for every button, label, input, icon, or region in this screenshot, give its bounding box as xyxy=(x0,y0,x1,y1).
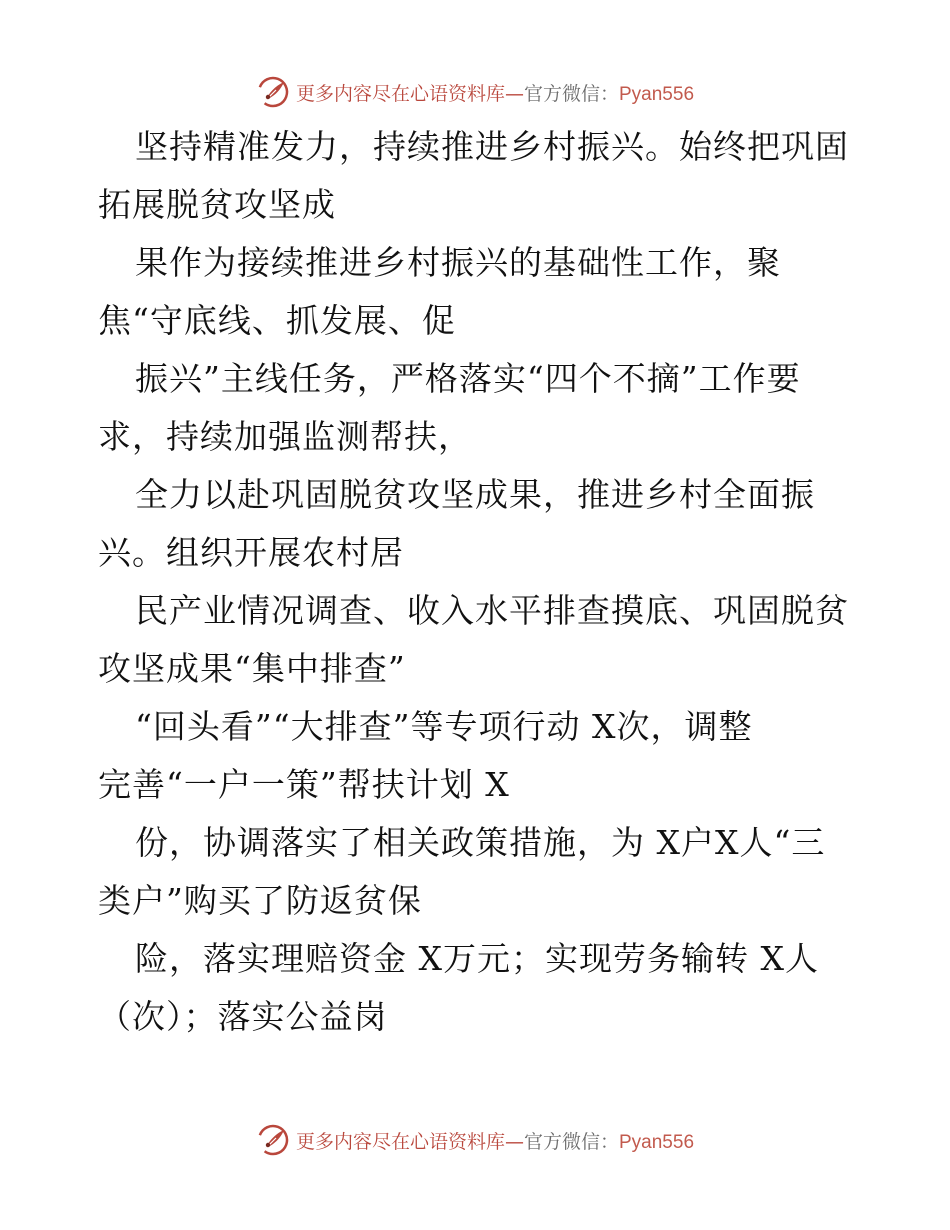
feather-pen-logo-icon xyxy=(256,1123,290,1157)
header-banner-dash: — xyxy=(504,82,524,105)
paragraph-line: “回头看”“大排查”等专项行动 X次，调整 xyxy=(135,707,753,746)
footer-banner-main: 更多内容尽在心语资料库 xyxy=(295,1130,505,1153)
document-body xyxy=(98,118,858,1046)
paragraph-line: 类户”购买了防返贫保 xyxy=(98,881,422,920)
paragraph-line: 坚持精准发力，持续推进乡村振兴。始终把巩固 xyxy=(135,127,849,166)
header-banner-main: 更多内容尽在心语资料库 xyxy=(295,82,505,105)
paragraph-line: 拓展脱贫攻坚成 xyxy=(98,185,336,224)
paragraph-line: 险，落实理赔资金 X万元；实现劳务输转 X人 xyxy=(135,939,819,978)
header-banner-text xyxy=(296,79,694,106)
footer-banner-wechat-id: Pyan556 xyxy=(619,1131,695,1153)
footer-banner-wechat-label: 官方微信： xyxy=(523,1130,619,1153)
footer-banner-content xyxy=(256,1123,694,1157)
paragraph-line: 求，持续加强监测帮扶， xyxy=(98,417,472,456)
header-banner xyxy=(0,72,950,112)
footer-banner xyxy=(0,1120,950,1160)
paragraph-line: （次）；落实公益岗 xyxy=(98,997,388,1036)
header-banner-content xyxy=(256,75,694,109)
footer-banner-dash: — xyxy=(504,1130,524,1153)
header-banner-wechat-label: 官方微信： xyxy=(523,82,619,105)
paragraph-line: 完善“一户一策”帮扶计划 X xyxy=(98,765,510,804)
header-banner-wechat-id: Pyan556 xyxy=(619,83,695,105)
feather-pen-logo-icon xyxy=(256,75,290,109)
paragraph-line: 兴。组织开展农村居 xyxy=(98,533,404,572)
paragraph-line: 全力以赴巩固脱贫攻坚成果，推进乡村全面振 xyxy=(135,475,815,514)
paragraph-line: 攻坚成果“集中排查” xyxy=(98,649,406,688)
footer-banner-text xyxy=(296,1127,694,1154)
paragraph-line: 份，协调落实了相关政策措施，为 X户X人“三 xyxy=(135,823,826,862)
paragraph-line: 民产业情况调查、收入水平排查摸底、巩固脱贫 xyxy=(135,591,849,630)
paragraph-line: 果作为接续推进乡村振兴的基础性工作，聚 xyxy=(135,243,781,282)
paragraph-line: 焦“守底线、抓发展、促 xyxy=(98,301,456,340)
paragraph-line: 振兴”主线任务，严格落实“四个不摘”工作要 xyxy=(135,359,801,398)
